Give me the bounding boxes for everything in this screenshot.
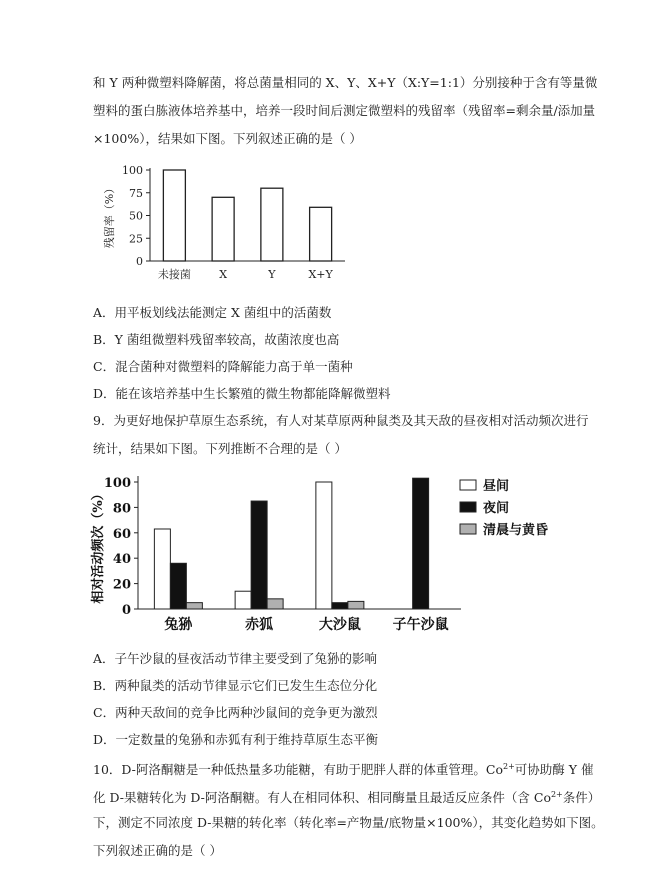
bar-day [154, 529, 170, 609]
residual-rate-bar-chart [95, 158, 355, 290]
legend-swatch [460, 524, 476, 534]
q8-option-b: B．Y 菌组微塑料残留率较高，故菌浓度也高 [93, 332, 340, 347]
y-tick-label: 100 [122, 164, 143, 177]
y-tick-label: 0 [136, 255, 143, 268]
q10-text-line-1: 10．D-阿洛酮糖是一种低热量多功能糖，有助于肥胖人群的体重管理。$Co^{2+}$可协助酶 Y 催 [93, 762, 594, 778]
q8-text-line-3: ×100%），结果如下图。下列叙述正确的是（ ） [93, 131, 362, 146]
bar [310, 207, 332, 261]
y-tick-label: 20 [112, 577, 131, 593]
legend-label: 昼间 [483, 479, 510, 494]
bar-day [316, 482, 332, 609]
bar-night [170, 563, 186, 609]
x-tick-label: 大沙鼠 [318, 617, 361, 633]
bar-dawn-dusk [186, 603, 202, 609]
bar-dawn-dusk [348, 601, 364, 609]
bar-day [235, 591, 251, 609]
q9-option-c: C．两种天敌间的竞争比两种沙鼠间的竞争更为激烈 [93, 705, 378, 720]
x-tick-label: 赤狐 [245, 617, 274, 633]
y-tick-label: 0 [121, 603, 131, 618]
y-tick-label: 75 [129, 186, 143, 200]
bar-night [332, 603, 348, 609]
bar [261, 188, 283, 261]
y-axis-label: 残留率（%） [103, 182, 116, 249]
y-tick-label: 40 [112, 552, 131, 568]
q10-text-line-4: 下列叙述正确的是（ ） [93, 843, 222, 858]
q8-text-line-1: 和 Y 两种微塑料降解菌，将总菌量相同的 X、Y、X+Y（X:Y=1:1）分别接种于含有等量微 [93, 75, 598, 90]
q9-text-line-2: 统计，结果如下图。下列推断不合理的是（ ） [93, 441, 347, 456]
legend-label: 夜间 [483, 501, 510, 516]
x-tick-label: 未接菌 [157, 268, 191, 281]
bar [163, 170, 185, 261]
q9-option-d: D．一定数量的兔狲和赤狐有利于维持草原生态平衡 [93, 732, 379, 747]
y-axis-label: 相对活动频次（%） [91, 487, 106, 604]
bar-night [251, 501, 267, 609]
q8-option-d: D．能在该培养基中生长繁殖的微生物都能降解微塑料 [93, 386, 391, 401]
legend-swatch [460, 502, 476, 512]
y-tick-label: 60 [112, 526, 131, 542]
x-tick-label: 兔狲 [164, 617, 193, 633]
q10-text-line-2: 化 D-果糖转化为 D-阿洛酮糖。有人在相同体积、相同酶量且最适反应条件（含 $Co^{2+}$条件） [93, 790, 601, 806]
x-tick-label: 子午沙鼠 [392, 617, 449, 633]
bar [212, 197, 234, 261]
q9-option-b: B．两种鼠类的活动节律显示它们已发生生态位分化 [93, 678, 378, 693]
y-tick-label: 100 [103, 476, 131, 491]
activity-frequency-bar-chart [88, 468, 568, 640]
q8-text-line-2: 塑料的蛋白胨液体培养基中，培养一段时间后测定微塑料的残留率（残留率=剩余量/添加量 [93, 103, 596, 118]
y-tick-label: 25 [129, 232, 143, 246]
q8-option-a: A．用平板划线法能测定 X 菌组中的活菌数 [93, 305, 332, 320]
bar-dawn-dusk [267, 599, 283, 609]
x-tick-label: X [219, 268, 228, 281]
bar-night [413, 478, 429, 609]
q8-option-c: C．混合菌种对微塑料的降解能力高于单一菌种 [93, 359, 353, 374]
x-tick-label: X+Y [308, 268, 333, 281]
q9-text-line-1: 9．为更好地保护草原生态系统，有人对某草原两种鼠类及其天敌的昼夜相对活动频次进行 [93, 413, 589, 428]
q9-option-a: A．子午沙鼠的昼夜活动节律主要受到了兔狲的影响 [93, 651, 378, 666]
legend-label: 清晨与黄昏 [483, 523, 549, 538]
x-tick-label: Y [268, 268, 276, 281]
legend-swatch [460, 480, 476, 490]
q10-text-line-3: 下，测定不同浓度 D-果糖的转化率（转化率=产物量/底物量×100%），其变化趋势如下图。 [93, 815, 604, 830]
y-tick-label: 50 [129, 209, 143, 223]
y-tick-label: 80 [112, 501, 131, 517]
